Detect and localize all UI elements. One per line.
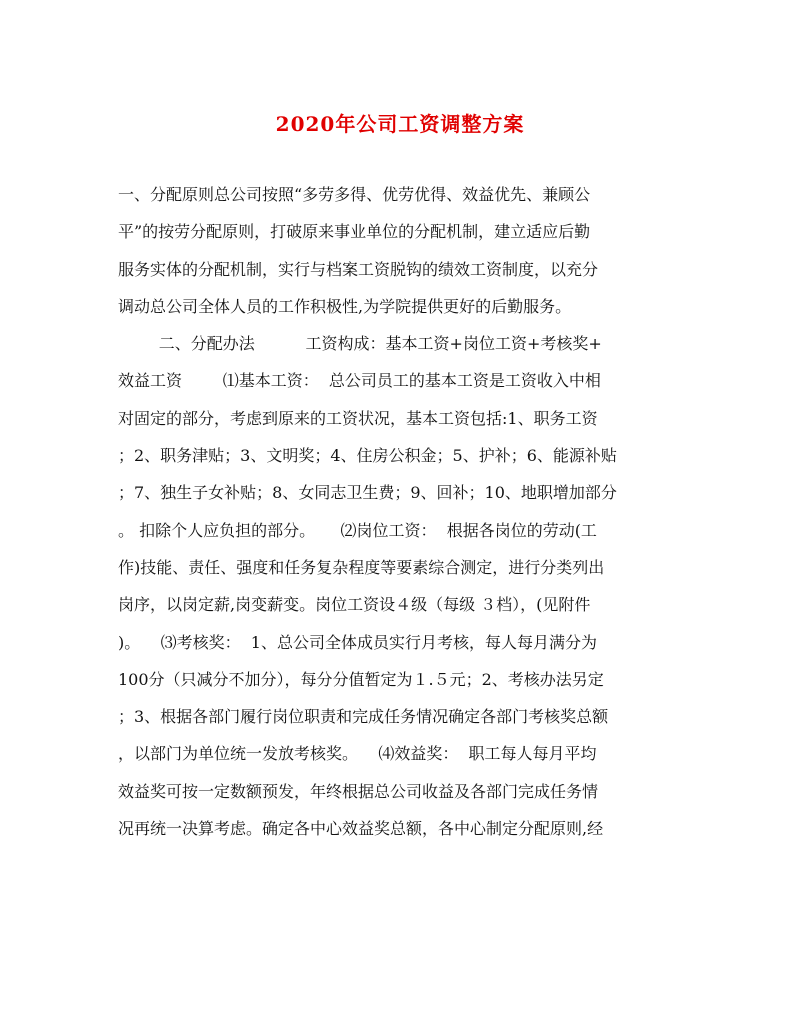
body-line: 对固定的部分，考虑到原来的工资状况，基本工资包括:1、职务工资 <box>118 408 598 428</box>
body-line: 效益奖可按一定数额预发，年终根据总公司收益及各部门完成任务情 <box>118 781 599 801</box>
body-line: ；7、独生子女补贴；8、女同志卫生费；9、回补；10、地职增加部分 <box>118 483 617 503</box>
body-line: 效益工资 ⑴基本工资： 总公司员工的基本工资是工资收入中相 <box>118 371 601 391</box>
body-line: 二、分配办法 工资构成：基本工资+岗位工资+考核奖+ <box>118 334 602 354</box>
body-line: 100分（只减分不加分），每分分值暂定为１.５元；2、考核办法另定 <box>118 669 604 689</box>
body-line: 服务实体的分配机制，实行与档案工资脱钩的绩效工资制度，以充分 <box>118 259 599 279</box>
body-line: 平”的按劳分配原则，打破原来事业单位的分配机制，建立适应后勤 <box>118 222 591 242</box>
body-line: 况再统一决算考虑。确定各中心效益奖总额，各中心制定分配原则,经 <box>118 819 604 839</box>
body-line: ；2、职务津贴；3、文明奖；4、住房公积金；5、护补；6、能源补贴 <box>118 446 617 466</box>
body-line: ，以部门为单位统一发放考核奖。 ⑷效益奖： 职工每人每月平均 <box>118 744 597 764</box>
body-line: 。 扣除个人应负担的部分。 ⑵岗位工资： 根据各岗位的劳动(工 <box>118 520 597 540</box>
body-line: 一、分配原则总公司按照“多劳多得、优劳优得、效益优先、兼顾公 <box>118 185 591 204</box>
body-line: 作)技能、责任、强度和任务复杂程度等要素综合测定，进行分类列出 <box>118 557 605 577</box>
body-line: ；3、根据各部门履行岗位职责和完成任务情况确定各部门考核奖总额 <box>118 707 609 727</box>
document-title: 2020年公司工资调整方案 <box>275 112 525 136</box>
document-body <box>118 176 688 847</box>
body-line: 调动总公司全体人员的工作积极性,为学院提供更好的后勤服务。 <box>118 296 572 316</box>
body-line: )。 ⑶考核奖： 1、总公司全体成员实行月考核，每人每月满分为 <box>118 632 597 652</box>
body-line: 岗序，以岗定薪,岗变薪变。岗位工资设４级（每级 ３档），(见附件 <box>118 595 591 615</box>
